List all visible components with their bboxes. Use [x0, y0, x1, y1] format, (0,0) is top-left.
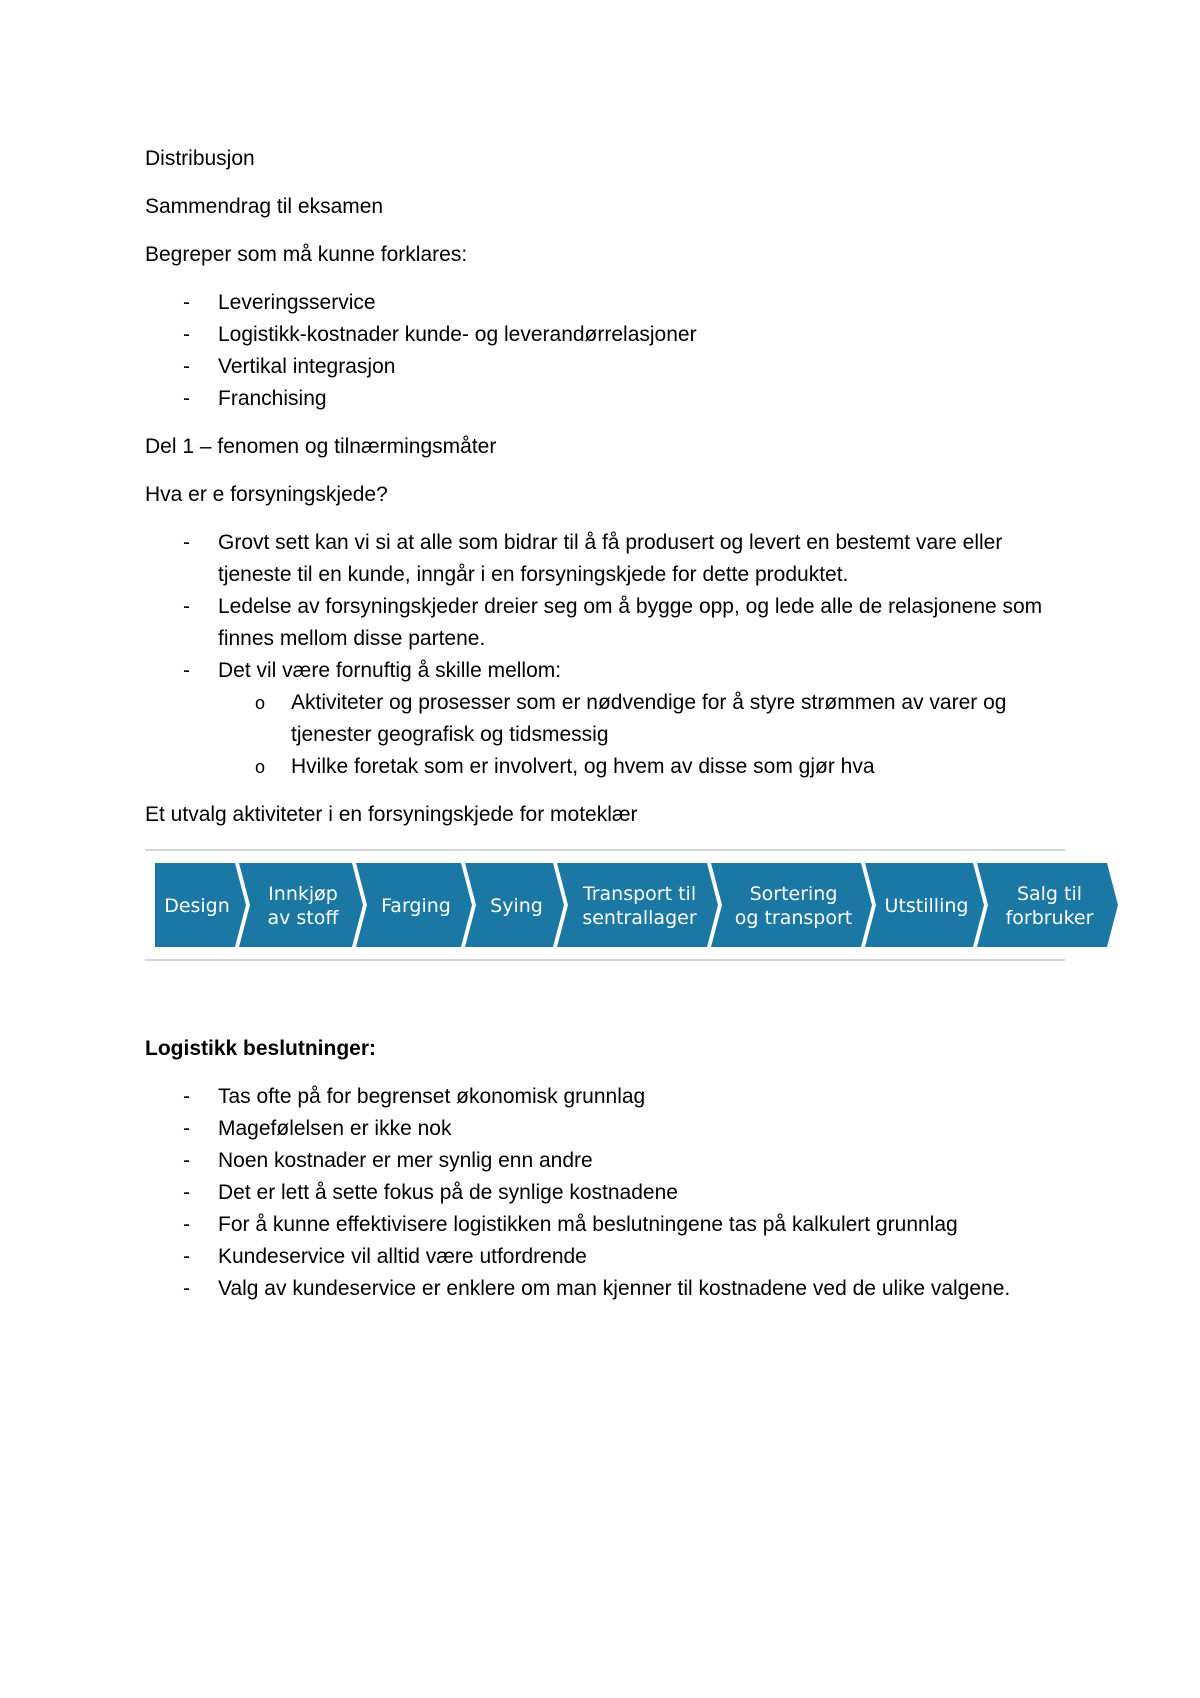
supply-chain-diagram [145, 849, 1094, 961]
list-item: - Det vil være fornuftig å skille mellom: o Aktiviteter og prosesser som er nødvendige for å styre strømmen av varer og tjenester geografisk og tidsmessig o Hvilke foretak som er involvert, og hvem av disse som gjør hva [145, 655, 1065, 783]
dash-marker: - [183, 1181, 190, 1204]
dash-marker: - [183, 387, 190, 410]
document-title: Distribusjon [145, 147, 255, 170]
dash-marker: - [183, 595, 190, 618]
diagram-top-rule [145, 849, 1065, 851]
dash-marker: - [183, 1085, 190, 1108]
chevron-step-label: Innkjøp [268, 883, 338, 905]
dash-marker: - [183, 1245, 190, 1268]
chevron-step-label: Transport til [582, 883, 697, 905]
list-item: - Tas ofte på for begrenset økonomisk grunnlag [145, 1081, 1065, 1113]
sub-answers-list [218, 687, 1065, 783]
chevron-step [557, 863, 718, 947]
list-item: - For å kunne effektivisere logistikken må beslutningene tas på kalkulert grunnlag [145, 1209, 1065, 1241]
sub-list-item: o Aktiviteter og prosesser som er nødvendige for å styre strømmen av varer og tjenester geografisk og tidsmessig [218, 687, 1065, 751]
chevron-step-label: sentrallager [582, 907, 697, 929]
dash-marker: - [183, 355, 190, 378]
chevron-step-label: Design [164, 895, 230, 917]
list-item: - Magefølelsen er ikke nok [145, 1113, 1065, 1145]
list-item: - Valg av kundeservice er enklere om man kjenner til kostnadene ved de ulike valgene. [145, 1273, 1065, 1305]
chevron-flow [155, 863, 1094, 947]
chevron-step-label: Utstilling [884, 895, 969, 917]
dash-marker: - [183, 659, 190, 682]
logistics-list [145, 1081, 1065, 1305]
document-content [145, 143, 1094, 1321]
logistics-heading: Logistikk beslutninger: [145, 1037, 377, 1060]
sub-list-item: o Hvilke foretak som er involvert, og hvem av disse som gjør hva [218, 751, 1065, 783]
chevron-step-label: og transport [734, 907, 853, 929]
dash-marker: - [183, 1149, 190, 1172]
chevron-step-label: Salg til [1016, 883, 1083, 905]
list-item: - Det er lett å sette fokus på de synlige kostnadene [145, 1177, 1065, 1209]
chevron-step [711, 863, 872, 947]
circle-marker: o [255, 757, 266, 777]
dash-marker: - [183, 291, 190, 314]
chevron-step-label: Farging [381, 895, 451, 917]
chevron-step-label: Sortering [749, 883, 838, 905]
list-item: - Leveringsservice [145, 287, 1065, 319]
list-item: - Noen kostnader er mer synlig enn andre [145, 1145, 1065, 1177]
list-item: - Grovt sett kan vi si at alle som bidrar til å få produsert og levert en bestemt vare eller tjeneste til en kunde, inngår i en forsyningskjede for dette produktet. [145, 527, 1065, 591]
dash-marker: - [183, 531, 190, 554]
question-heading: Hva er e forsyningskjede? [145, 483, 388, 506]
chevron-step-label: Sying [490, 895, 543, 917]
document-subtitle: Sammendrag til eksamen [145, 195, 384, 218]
list-item: - Logistikk-kostnader kunde- og leverandørrelasjoner [145, 319, 1065, 351]
concepts-heading: Begreper som må kunne forklares: [145, 243, 468, 266]
chevron-step [977, 863, 1118, 947]
list-item: - Ledelse av forsyningskjeder dreier seg om å bygge opp, og lede alle de relasjonene som finnes mellom disse partene. [145, 591, 1065, 655]
circle-marker: o [255, 693, 266, 713]
list-item: - Franchising [145, 383, 1065, 415]
dash-marker: - [183, 1277, 190, 1300]
chevron-step [239, 863, 363, 947]
dash-marker: - [183, 323, 190, 346]
chevron-step-label: av stoff [267, 907, 339, 929]
dash-marker: - [183, 1213, 190, 1236]
dash-marker: - [183, 1117, 190, 1140]
diagram-bottom-rule [145, 959, 1065, 961]
section-heading: Del 1 – fenomen og tilnærmingsmåter [145, 435, 497, 458]
chevron-step-label: forbruker [1005, 907, 1094, 929]
concepts-list [145, 287, 1065, 415]
diagram-heading: Et utvalg aktiviteter i en forsyningskjede for moteklær [145, 803, 638, 826]
list-item: - Kundeservice vil alltid være utfordrende [145, 1241, 1065, 1273]
list-item: - Vertikal integrasjon [145, 351, 1065, 383]
answers-list [145, 527, 1065, 783]
